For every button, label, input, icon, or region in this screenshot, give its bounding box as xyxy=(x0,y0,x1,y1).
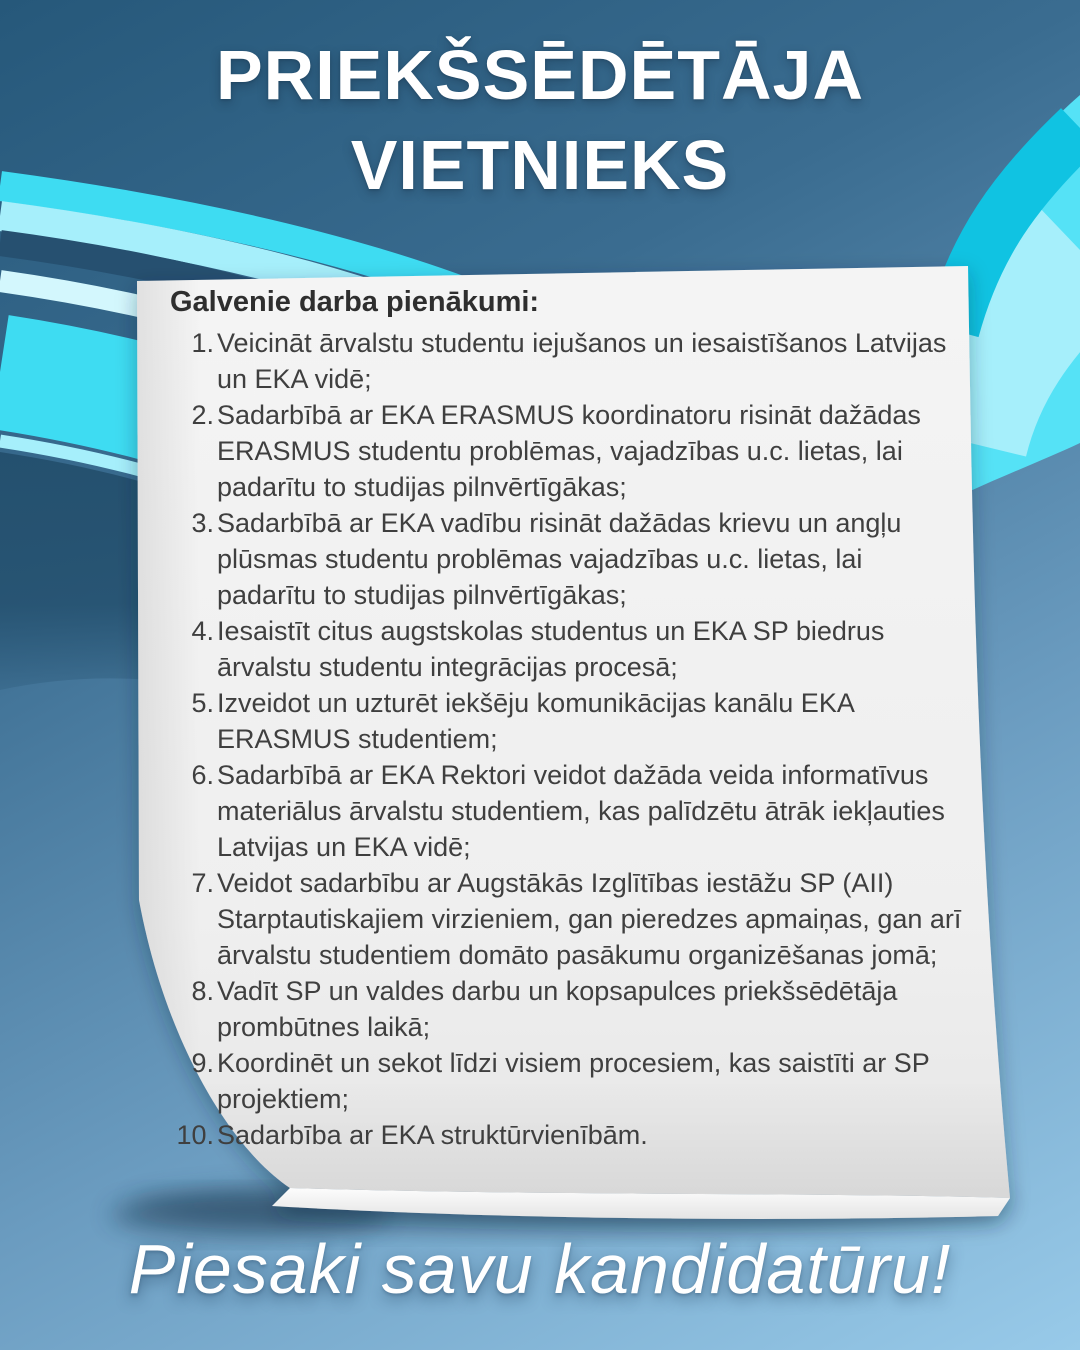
duties-list xyxy=(170,325,962,1153)
duty-item xyxy=(170,685,962,757)
duty-text: Sadarbībā ar EKA vadību risināt dažādas krievu un angļu plūsmas studentu problēmas vajadzības u.c. lietas, lai padarītu to studijas pilnvērtīgākas; xyxy=(217,508,902,610)
duty-number: 1. xyxy=(191,328,214,358)
duty-item xyxy=(170,757,962,865)
duty-item xyxy=(170,1045,962,1117)
duty-text: Vadīt SP un valdes darbu un kopsapulces priekšsēdētāja prombūtnes laikā; xyxy=(217,976,898,1042)
duty-item xyxy=(170,973,962,1045)
duty-text: Veicināt ārvalstu studentu iejušanos un iesaistīšanos Latvijas un EKA vidē; xyxy=(217,328,947,394)
duty-item xyxy=(170,505,962,613)
duty-text: Sadarbība ar EKA struktūrvienībām. xyxy=(217,1120,648,1150)
duty-text: Koordinēt un sekot līdzi visiem procesiem, kas saistīti ar SP projektiem; xyxy=(217,1048,930,1114)
duty-number: 7. xyxy=(191,868,214,898)
duty-number: 10. xyxy=(176,1120,214,1150)
duty-number: 9. xyxy=(191,1048,214,1078)
duty-number: 5. xyxy=(191,688,214,718)
duties-heading: Galvenie darba pienākumi: xyxy=(170,286,540,318)
duty-item xyxy=(170,613,962,685)
duty-item xyxy=(170,397,962,505)
duty-number: 2. xyxy=(191,400,214,430)
duty-text: Izveidot un uzturēt iekšēju komunikācijas kanālu EKA ERASMUS studentiem; xyxy=(217,688,854,754)
duty-number: 6. xyxy=(191,760,214,790)
duty-item xyxy=(170,325,962,397)
duties-section xyxy=(170,284,962,1153)
duty-number: 8. xyxy=(191,976,214,1006)
duty-text: Sadarbībā ar EKA Rektori veidot dažāda veida informatīvus materiālus ārvalstu studentiem, kas palīdzētu ātrāk iekļauties Latvijas un EKA vidē; xyxy=(217,760,945,862)
duty-item xyxy=(170,865,962,973)
cta-text: Piesaki savu kandidatūru! xyxy=(128,1230,952,1308)
duty-text: Veidot sadarbību ar Augstākās Izglītības iestāžu SP (AII) Starptautiskajiem virzieniem, gan pieredzes apmaiņas, gan arī ārvalstu studentiem domāto pasākumu organizēšanas jomā; xyxy=(217,868,962,970)
title-line-2: VIETNIEKS xyxy=(350,126,730,204)
duty-text: Sadarbībā ar EKA ERASMUS koordinatoru risināt dažādas ERASMUS studentu problēmas, vajadzības u.c. lietas, lai padarītu to studijas pilnvērtīgākas; xyxy=(217,400,921,502)
title-line-1: PRIEKŠSĒDĒTĀJA xyxy=(215,36,865,114)
duty-item xyxy=(170,1117,962,1153)
page-title xyxy=(0,30,1080,210)
duty-text: Iesaistīt citus augstskolas studentus un EKA SP biedrus ārvalstu studentu integrācijas procesā; xyxy=(217,616,885,682)
duty-number: 3. xyxy=(191,508,214,538)
duty-number: 4. xyxy=(191,616,214,646)
